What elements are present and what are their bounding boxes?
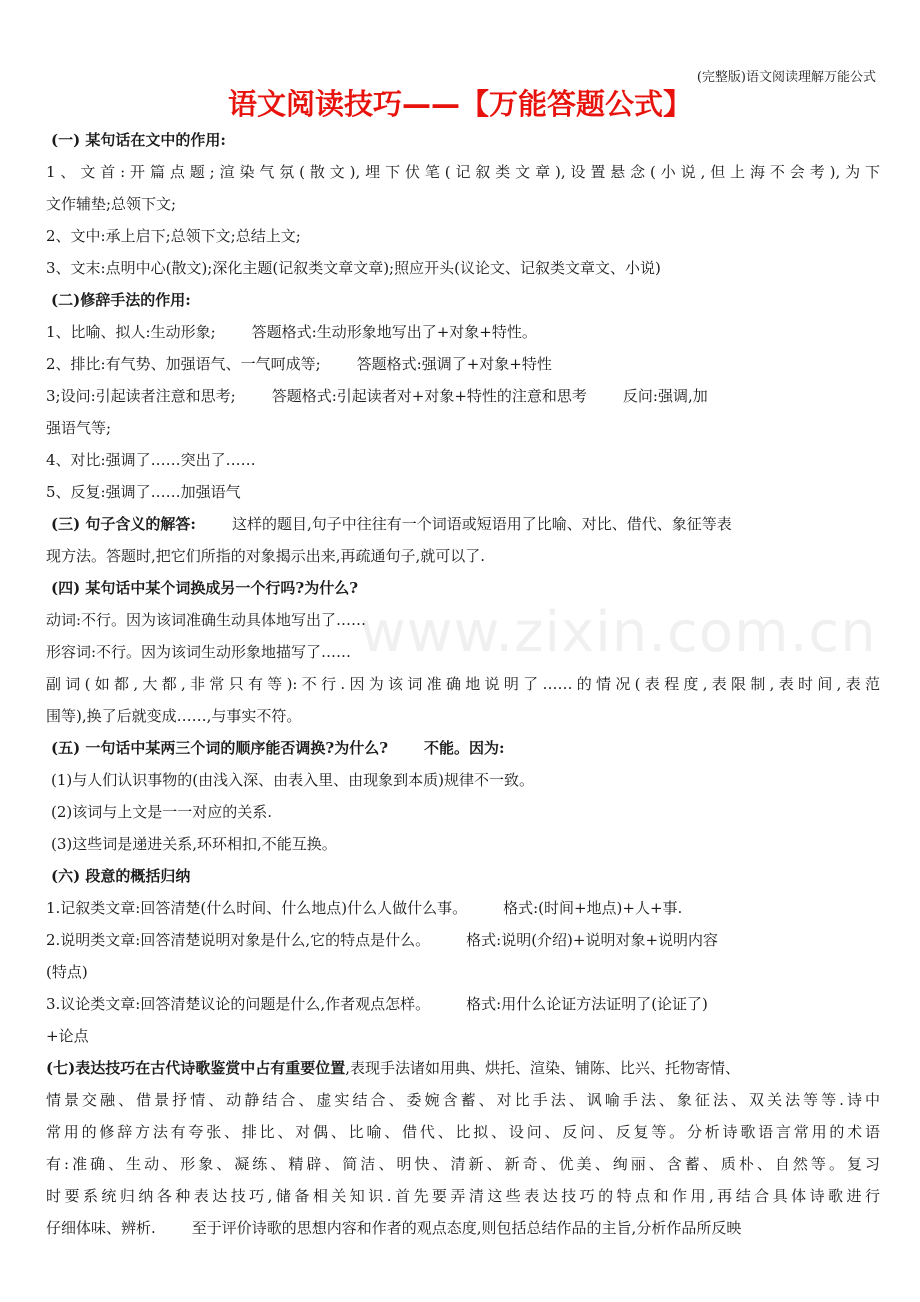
text-span: 2.说明类文章:回答清楚说明对象是什么,它的特点是什么。: [46, 931, 431, 949]
paragraph-line: [46, 348, 880, 380]
text-span: 不能。因为:: [424, 739, 505, 757]
paragraph-line: 2、文中:承上启下;总领下文;总结上文;: [46, 227, 301, 245]
paragraph-line: 4、对比:强调了……突出了……: [46, 451, 256, 469]
text-span: 3;设问:引起读者注意和思考;: [46, 387, 236, 405]
paragraph-line: [46, 988, 880, 1020]
text-span: 2、排比:有气势、加强语气、一气呵成等;: [46, 355, 321, 373]
section-7-heading: (七)表达技巧在古代诗歌鉴赏中占有重要位置: [46, 1059, 346, 1077]
text-span: 至于评价诗歌的思想内容和作者的观点态度,则包括总结作品的主旨,分析作品所反映: [191, 1219, 742, 1237]
paragraph-line: 3、文末:点明中心(散文);深化主题(记叙类文章文章);照应开头(议论文、记叙类文章文、小说): [46, 259, 661, 277]
paragraph-line: [46, 924, 880, 956]
paragraph-line: 围等),换了后就变成……,与事实不符。: [46, 707, 302, 725]
text-span: 答题格式:引起读者对+对象+特性的注意和思考: [271, 387, 587, 405]
paragraph-line: 形容词:不行。因为该词生动形象地描写了……: [46, 643, 352, 661]
text-span: ,表现手法诸如用典、烘托、渲染、铺陈、比兴、托物寄情、: [345, 1059, 740, 1077]
text-span: 格式:(时间+地点)+人+事.: [503, 899, 683, 917]
text-span: 格式:说明(介绍)+说明对象+说明内容: [466, 931, 719, 949]
paragraph-line: 1、文首:开篇点题;渲染气氛(散文),埋下伏笔(记叙类文章),设置悬念(小说,但上海不会考),为下: [46, 163, 880, 181]
section-1-heading: (一) 某句话在文中的作用:: [51, 131, 226, 149]
paragraph-line: 常用的修辞方法有夸张、排比、对偶、比喻、借代、比拟、设问、反问、反复等。分析诗歌语言常用的术语: [46, 1123, 880, 1141]
section-3-heading: (三) 句子含义的解答:: [51, 515, 196, 533]
paragraph-line: 情景交融、借景抒情、动静结合、虚实结合、委婉含蓄、对比手法、讽喻手法、象征法、双关法等等.诗中: [46, 1091, 880, 1109]
text-span: 格式:用什么论证方法证明了(论证了): [466, 995, 708, 1013]
header-note: (完整版)语文阅读理解万能公式: [696, 70, 876, 85]
paragraph-line: (3)这些词是递进关系,环环相扣,不能互换。: [51, 835, 337, 853]
paragraph-line: [46, 892, 880, 924]
text-span: 1.记叙类文章:回答清楚(什么时间、什么地点)什么人做什么事。: [46, 899, 468, 917]
section-5-heading: [46, 732, 880, 764]
paragraph-line: [46, 508, 880, 540]
paragraph-line: 现方法。答题时,把它们所指的对象揭示出来,再疏通句子,就可以了.: [46, 547, 486, 565]
paragraph-line: 5、反复:强调了……加强语气: [46, 483, 241, 501]
document-body: [46, 124, 880, 1244]
paragraph-line: 副词(如都,大都,非常只有等):不行.因为该词准确地说明了……的情况(表程度,表限制,表时间,表范: [46, 675, 880, 693]
text-span: 1、比喻、拟人:生动形象;: [46, 323, 216, 341]
text-span: 答题格式:生动形象地写出了+对象+特性。: [251, 323, 537, 341]
paragraph-line: [46, 1052, 880, 1084]
paragraph-line: (2)该词与上文是一一对应的关系.: [51, 803, 273, 821]
text-span: 这样的题目,句子中往往有一个词语或短语用了比喻、对比、借代、象征等表: [231, 515, 732, 533]
section-2-heading: (二)修辞手法的作用:: [51, 291, 191, 309]
section-4-heading: (四) 某句话中某个词换成另一个行吗?为什么?: [51, 579, 358, 597]
paragraph-line: (1)与人们认识事物的(由浅入深、由表入里、由现象到本质)规律不一致。: [51, 771, 534, 789]
paragraph-line: 强语气等;: [46, 419, 112, 437]
paragraph-line: [46, 316, 880, 348]
watermark: www.zixin.com.cn: [360, 600, 877, 665]
text-span: 答题格式:强调了+对象+特性: [356, 355, 552, 373]
paragraph-line: 有:准确、生动、形象、凝练、精辟、简洁、明快、清新、新奇、优美、绚丽、含蓄、质朴、自然等。复习: [46, 1155, 880, 1173]
page-title: 语文阅读技巧——【万能答题公式】: [227, 87, 692, 121]
text-span: 3.议论类文章:回答清楚议论的问题是什么,作者观点怎样。: [46, 995, 431, 1013]
section-6-heading: (六) 段意的概括归纳: [51, 867, 191, 885]
text-span: 仔细体味、辨析.: [46, 1219, 156, 1237]
paragraph-line: [46, 1212, 880, 1244]
text-span: (五) 一句话中某两三个词的顺序能否调换?为什么?: [51, 739, 388, 757]
text-span: 反问:强调,加: [622, 387, 708, 405]
paragraph-line: 动词:不行。因为该词准确生动具体地写出了……: [46, 611, 367, 629]
paragraph-line: 时要系统归纳各种表达技巧,储备相关知识.首先要弄清这些表达技巧的特点和作用,再结合具体诗歌进行: [46, 1187, 880, 1205]
paragraph-line: [46, 380, 880, 412]
paragraph-line: (特点): [46, 963, 88, 981]
paragraph-line: +论点: [46, 1027, 89, 1045]
paragraph-line: 文作辅垫;总领下文;: [46, 195, 177, 213]
